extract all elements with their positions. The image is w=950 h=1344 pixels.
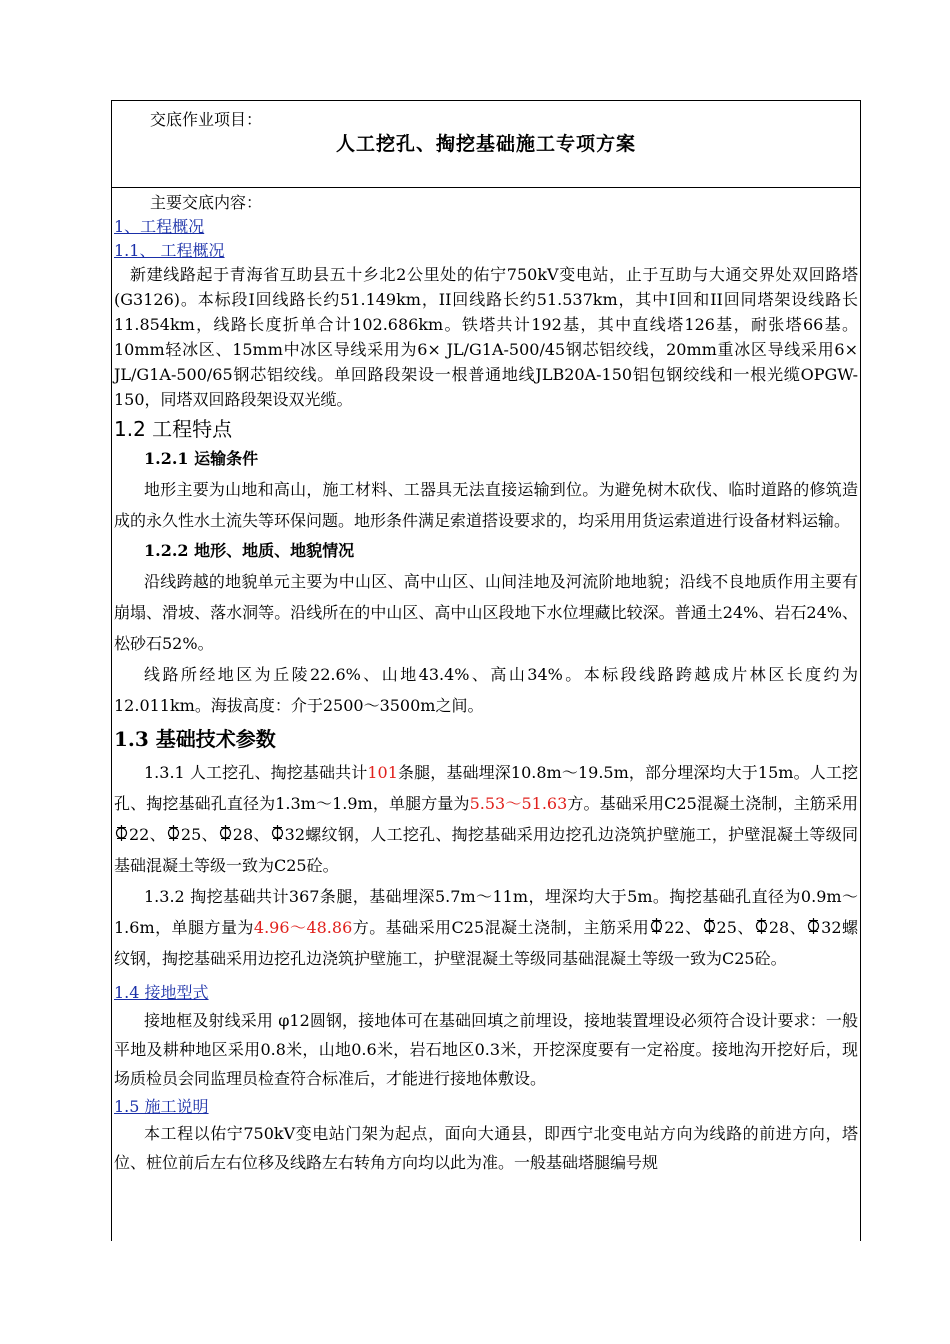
section-1-4-link[interactable]: 1.4 接地型式 [114, 983, 209, 1002]
rebar-grade-icon [218, 824, 233, 842]
transport-paragraph: 地形主要为山地和高山，施工材料、工器具无法直接运输到位。为避免树木砍伐、临时道路的修筑造成的永久性水土流失等环保问题。地形条件满足索道搭设要求的，均采用用货运索道进行设备材料运输。 [114, 480, 858, 530]
rebar-grade-icon [806, 917, 821, 935]
content-cell [112, 188, 858, 1177]
section-1-3-heading: 1.3 基础技术参数 [114, 727, 276, 751]
section-1-1-link[interactable]: 1.1、 工程概况 [114, 241, 225, 260]
disclosure-table [111, 100, 861, 1241]
section-1-5-link[interactable]: 1.5 施工说明 [114, 1097, 209, 1116]
terrain-heading: 1.2.2 地形、地质、地貌情况 [144, 541, 355, 560]
manual-digging-paragraph [114, 757, 858, 881]
text-run: 28、 [768, 918, 807, 937]
text-run: 1.3.2 掏挖基础共计367条腿，基础埋深5.7m～11m，埋深均大于5m。掏挖基础孔直径为0.9m～1.6m，单腿方量为 [114, 887, 858, 937]
text-run: 1.3.1 人工挖孔、掏挖基础共计 [144, 763, 368, 782]
text-run: 25、 [180, 825, 218, 844]
text-run: 22、 [664, 918, 702, 937]
highlight-value: 101 [367, 763, 398, 782]
altitude-paragraph: 线路所经地区为丘陵22.6%、山地43.4%、高山34%。本标段线路跨越成片林区长度约为12.011km。海拔高度：介于2500～3500m之间。 [114, 665, 858, 715]
rebar-grade-icon [166, 824, 181, 842]
grounding-paragraph: 接地框及射线采用 φ12圆钢，接地体可在基础回填之前埋设，接地装置埋设必须符合设计要求：一般平地及耕种地区采用0.8米，山地0.6米，岩石地区0.3米，开挖深度要有一定裕度。接地沟开挖好后，现场质检员会同监理员检查符合标准后，才能进行接地体敷设。 [114, 1011, 858, 1088]
text-run: 32螺纹钢，人工挖孔、掏挖基础采用边挖孔边浇筑护壁施工，护壁混凝土等级同基础混凝土等级一致为C25砼。 [114, 825, 858, 875]
section-1-2-heading: 1.2 工程特点 [114, 417, 233, 441]
rebar-grade-icon [649, 917, 664, 935]
text-run: 28、 [232, 825, 270, 844]
overview-paragraph: 新建线路起于青海省互助县五十乡北2公里处的佑宁750kV变电站，止于互助与大通交界处双回路塔(G3126)。本标段I回线路长约51.149km，II回线路长约51.537km，其中I回和II回同塔架设线路长11.854km，线路长度折单合计102.686km。铁塔共计192基，其中直线塔126基，耐张塔66基。10mm轻冰区、15mm中冰区导线采用为6× JL/G1A-500/45钢芯铝绞线，20mm重冰区导线采用6× JL/G1A-500/65钢芯铝绞线。单回路段架设一根普通地线JLB20A-150铝包钢绞线和一根光缆OPGW-150，同塔双回路段架设双光缆。 [114, 265, 858, 409]
text-run: 25、 [716, 918, 754, 937]
content-label: 主要交底内容： [150, 193, 263, 212]
text-run: 方。基础采用C25混凝土浇制，主筋采用 [352, 918, 650, 937]
dug-foundation-paragraph [114, 881, 858, 974]
text-run: 22、 [129, 825, 166, 844]
transport-heading: 1.2.1 运输条件 [144, 449, 259, 468]
rebar-grade-icon [270, 824, 285, 842]
highlight-value: 5.53～51.63 [469, 794, 568, 813]
text-run: 32螺纹钢，掏挖基础采用边挖孔边浇筑护壁施工，护壁混凝土等级同基础混凝土等级一致为C25砼。 [114, 918, 858, 968]
terrain-paragraph: 沿线跨越的地貌单元主要为中山区、高中山区、山间洼地及河流阶地地貌；沿线不良地质作用主要有崩塌、滑坡、落水洞等。沿线所在的中山区、高中山区段地下水位埋藏比较深。普通土24%、岩石24%、松砂石52%。 [114, 572, 858, 653]
rebar-grade-icon [114, 824, 129, 842]
highlight-value: 4.96～48.86 [253, 918, 353, 937]
project-label: 交底作业项目： [150, 110, 263, 129]
rebar-grade-icon [702, 917, 717, 935]
text-run: 条腿，基础埋深10.8m～19.5m，部分埋深均大于15m。人工挖孔、掏挖基础孔直径为1.3m～1.9m，单腿方量为 [114, 763, 858, 813]
construction-note-paragraph: 本工程以佑宁750kV变电站门架为起点，面向大通县，即西宁北变电站方向为线路的前进方向，塔位、桩位前后左右位移及线路左右转角方向均以此为准。一般基础塔腿编号规 [114, 1124, 858, 1172]
text-run: 方。基础采用C25混凝土浇制，主筋采用 [567, 794, 858, 813]
header-cell [112, 101, 860, 188]
document-title: 人工挖孔、掏挖基础施工专项方案 [335, 133, 636, 155]
rebar-grade-icon [754, 917, 769, 935]
section-1-link[interactable]: 1、工程概况 [114, 217, 205, 236]
